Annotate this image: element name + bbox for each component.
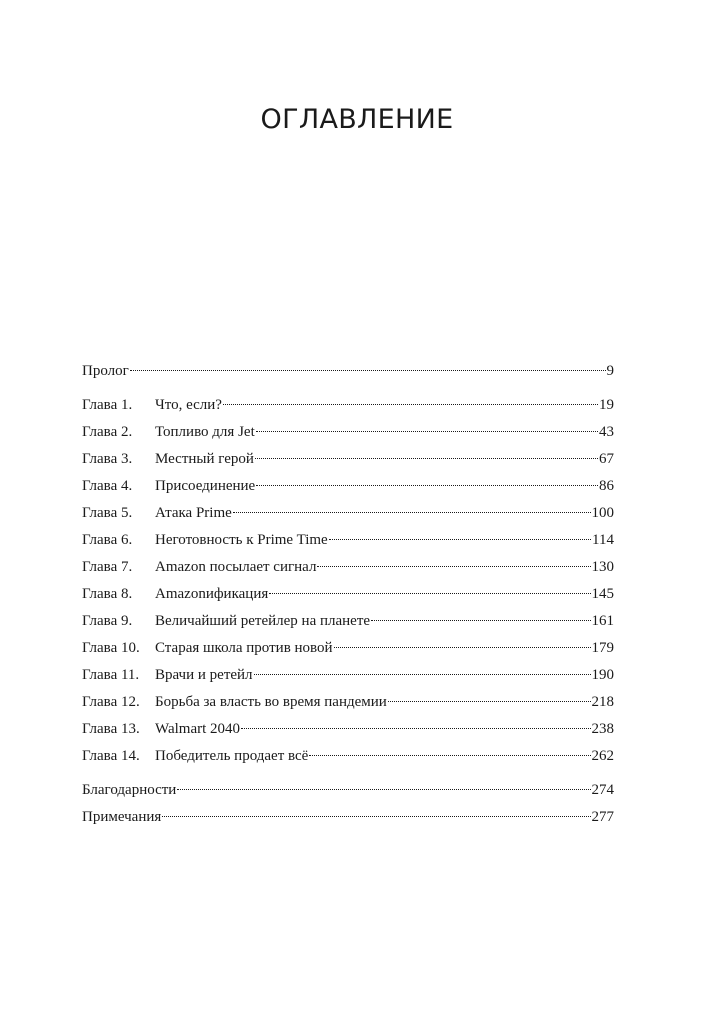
toc-entry-page: 43 bbox=[599, 424, 614, 440]
chapter-label: Глава 4. bbox=[82, 478, 133, 494]
toc-entry-page: 145 bbox=[591, 586, 614, 602]
dot-leader bbox=[162, 816, 590, 817]
dot-leader bbox=[255, 458, 598, 459]
toc-entry-page: 218 bbox=[591, 694, 614, 710]
toc-entry-page: 190 bbox=[591, 667, 614, 683]
toc-entry-title: Примечания bbox=[82, 809, 162, 825]
toc-entry-chapter[interactable] bbox=[82, 662, 614, 689]
chapter-label: Глава 1. bbox=[82, 397, 133, 413]
toc-entry-title: Топливо для Jet bbox=[155, 424, 255, 440]
toc-entry-page: 86 bbox=[599, 478, 614, 494]
toc-entry-title: Благодарности bbox=[82, 782, 177, 798]
toc-entry-title: Присоединение bbox=[155, 478, 256, 494]
toc-entry-title: Победитель продает всё bbox=[155, 748, 309, 764]
toc-entry-page: 262 bbox=[591, 748, 614, 764]
chapter-label: Глава 5. bbox=[82, 505, 133, 521]
toc-entry-acknowledgements[interactable] bbox=[82, 777, 614, 804]
dot-leader bbox=[254, 674, 591, 675]
dot-leader bbox=[256, 431, 598, 432]
toc-entry-title: Amazonификация bbox=[155, 586, 269, 602]
dot-leader bbox=[130, 370, 606, 371]
chapter-label: Глава 2. bbox=[82, 424, 133, 440]
toc-entry-chapter[interactable] bbox=[82, 500, 614, 527]
chapter-label: Глава 3. bbox=[82, 451, 133, 467]
chapter-label: Глава 7. bbox=[82, 559, 133, 575]
toc-entry-chapter[interactable] bbox=[82, 608, 614, 635]
dot-leader bbox=[177, 789, 590, 790]
toc-entry-page: 100 bbox=[591, 505, 614, 521]
toc-entry-chapter[interactable] bbox=[82, 446, 614, 473]
toc-entry-chapter[interactable] bbox=[82, 716, 614, 743]
chapter-label: Глава 9. bbox=[82, 613, 133, 629]
dot-leader bbox=[223, 404, 598, 405]
chapter-label: Глава 12. bbox=[82, 694, 140, 710]
toc-entry-prologue[interactable] bbox=[82, 358, 614, 385]
toc-entry-title: Атака Prime bbox=[155, 505, 232, 521]
spacer bbox=[82, 385, 614, 392]
toc-entry-chapter[interactable] bbox=[82, 581, 614, 608]
toc-entry-title: Старая школа против новой bbox=[155, 640, 333, 656]
toc-entry-title: Борьба за власть во время пандемии bbox=[155, 694, 387, 710]
toc-entry-notes[interactable] bbox=[82, 804, 614, 831]
dot-leader bbox=[388, 701, 591, 702]
toc-entry-page: 67 bbox=[599, 451, 614, 467]
table-of-contents bbox=[82, 358, 614, 831]
dot-leader bbox=[334, 647, 591, 648]
toc-entry-title: Местный герой bbox=[155, 451, 254, 467]
toc-entry-title: Walmart 2040 bbox=[155, 721, 241, 737]
dot-leader bbox=[309, 755, 590, 756]
toc-entry-title: Пролог bbox=[82, 363, 129, 379]
toc-entry-chapter[interactable] bbox=[82, 743, 614, 770]
toc-entry-title: Что, если? bbox=[155, 397, 222, 413]
dot-leader bbox=[256, 485, 598, 486]
toc-entry-page: 9 bbox=[606, 363, 614, 379]
toc-entry-page: 130 bbox=[591, 559, 614, 575]
dot-leader bbox=[317, 566, 590, 567]
toc-entry-chapter[interactable] bbox=[82, 392, 614, 419]
toc-entry-title: Amazon посылает сигнал bbox=[155, 559, 317, 575]
dot-leader bbox=[371, 620, 590, 621]
toc-entry-chapter[interactable] bbox=[82, 527, 614, 554]
chapter-label: Глава 14. bbox=[82, 748, 140, 764]
chapter-label: Глава 11. bbox=[82, 667, 140, 683]
toc-entry-title: Неготовность к Prime Time bbox=[155, 532, 328, 548]
dot-leader bbox=[329, 539, 591, 540]
chapter-label: Глава 8. bbox=[82, 586, 133, 602]
toc-entry-page: 277 bbox=[591, 809, 614, 825]
toc-entry-title: Врачи и ретейл bbox=[155, 667, 253, 683]
dot-leader bbox=[241, 728, 590, 729]
dot-leader bbox=[269, 593, 590, 594]
spacer bbox=[82, 770, 614, 777]
toc-entry-page: 19 bbox=[599, 397, 614, 413]
page-title: ОГЛАВЛЕНИЕ bbox=[260, 104, 454, 135]
toc-entry-page: 161 bbox=[591, 613, 614, 629]
chapter-label: Глава 13. bbox=[82, 721, 140, 737]
toc-entry-page: 179 bbox=[591, 640, 614, 656]
toc-entry-page: 114 bbox=[592, 532, 614, 548]
toc-entry-chapter[interactable] bbox=[82, 419, 614, 446]
toc-entry-page: 238 bbox=[591, 721, 614, 737]
chapter-label: Глава 6. bbox=[82, 532, 133, 548]
toc-entry-chapter[interactable] bbox=[82, 473, 614, 500]
chapter-label: Глава 10. bbox=[82, 640, 140, 656]
toc-entry-chapter[interactable] bbox=[82, 554, 614, 581]
toc-entry-chapter[interactable] bbox=[82, 635, 614, 662]
toc-entry-chapter[interactable] bbox=[82, 689, 614, 716]
dot-leader bbox=[233, 512, 591, 513]
toc-entry-page: 274 bbox=[591, 782, 614, 798]
toc-entry-title: Величайший ретейлер на планете bbox=[155, 613, 371, 629]
